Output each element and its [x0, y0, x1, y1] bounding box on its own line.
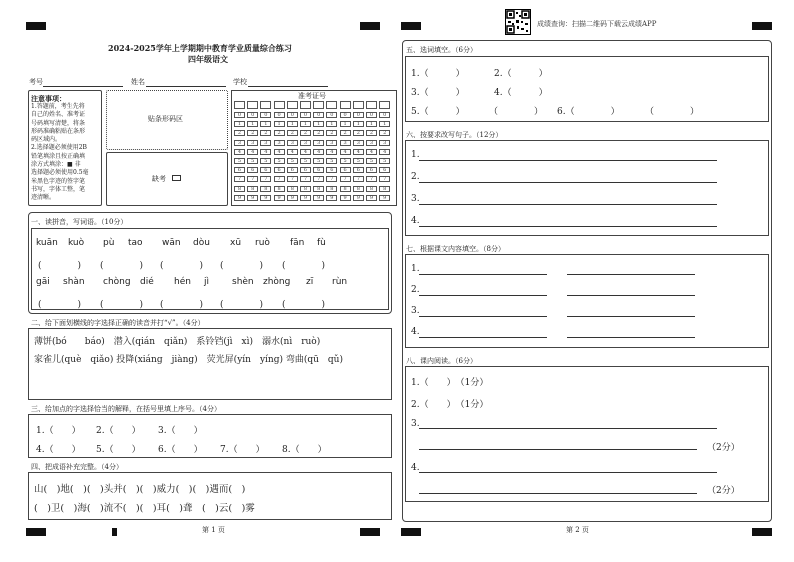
ticket-column-header [287, 101, 298, 109]
ticket-column-header [353, 101, 364, 109]
corner-mark [401, 528, 421, 536]
ticket-digit-cell[interactable]: 0 [313, 112, 324, 118]
section-6-frame [405, 140, 769, 236]
pinyin-syllable: chòng [103, 277, 131, 287]
ticket-digit-cell[interactable]: 9 [300, 195, 311, 201]
ticket-digit-cell[interactable]: 2 [260, 130, 271, 136]
answer-parentheses[interactable]: ( ) [282, 300, 326, 310]
score-note: （2分） [707, 486, 740, 496]
ticket-digit-cell[interactable]: 7 [366, 176, 377, 182]
pinyin-syllable: gāi [36, 277, 50, 287]
pinyin-syllable: dòu [193, 238, 210, 248]
ticket-digit-cell[interactable]: 8 [234, 186, 245, 192]
ticket-digit-cell[interactable]: 6 [313, 167, 324, 173]
notice-line: 书写，字体工整，笔 [31, 185, 86, 193]
section-1-title: 一、读拼音，写词语。（10分） [31, 218, 128, 226]
ticket-digit-cell[interactable]: 3 [274, 140, 285, 146]
ticket-digit-cell[interactable]: 9 [234, 195, 245, 201]
s2-line-2: 家雀儿(què qiǎo) 投降(xiáng jiàng) 荧光屏(yín yíng) 弯曲(qū qǔ) [34, 355, 343, 365]
ticket-digit-cell[interactable]: 2 [366, 130, 377, 136]
answer-line[interactable] [567, 274, 695, 275]
ticket-digit-cell[interactable]: 3 [353, 140, 364, 146]
ticket-digit-cell[interactable]: 4 [353, 149, 364, 155]
s3-item: 1.（ ） [36, 426, 81, 436]
ticket-digit-cell[interactable]: 3 [340, 140, 351, 146]
ticket-digit-cell[interactable]: 6 [353, 167, 364, 173]
ticket-digit-cell[interactable]: 8 [260, 186, 271, 192]
ticket-digit-cell[interactable]: 5 [353, 158, 364, 164]
pinyin-syllable: pù [103, 238, 115, 248]
ticket-digit-cell[interactable]: 5 [247, 158, 258, 164]
ticket-digit-cell[interactable]: 3 [260, 140, 271, 146]
ticket-digit-cell[interactable]: 9 [379, 195, 390, 201]
ticket-digit-cell[interactable]: 0 [353, 112, 364, 118]
ticket-digit-cell[interactable]: 8 [313, 186, 324, 192]
answer-line[interactable] [419, 472, 717, 473]
pinyin-syllable: shàn [63, 277, 85, 287]
ticket-digit-cell[interactable]: 1 [247, 121, 258, 127]
corner-mark [752, 528, 772, 536]
ticket-digit-cell[interactable]: 0 [260, 112, 271, 118]
section-8-title: 八、课内阅读。（6分） [406, 357, 477, 365]
answer-parentheses[interactable]: ( ) [38, 261, 82, 271]
ticket-column-header [379, 101, 390, 109]
section-6-title: 六、按要求改写句子。（12分） [406, 131, 503, 139]
page-number-2: 第 2 页 [566, 526, 589, 534]
s3-item: 4.（ ） [36, 445, 81, 455]
ticket-digit-cell[interactable]: 2 [379, 130, 390, 136]
ticket-digit-cell[interactable]: 8 [287, 186, 298, 192]
score-note: （2分） [707, 443, 740, 453]
pinyin-syllable: rùn [332, 277, 348, 287]
s6-item-number: 1. [411, 150, 420, 160]
ticket-digit-cell[interactable]: 6 [366, 167, 377, 173]
ticket-digit-cell[interactable]: 3 [313, 140, 324, 146]
pinyin-syllable: xū [230, 238, 242, 248]
ticket-digit-cell[interactable]: 0 [274, 112, 285, 118]
answer-parentheses[interactable]: ( ) [38, 300, 82, 310]
ticket-digit-cell[interactable]: 9 [287, 195, 298, 201]
name-label: 姓名 [131, 78, 145, 86]
answer-line[interactable] [567, 295, 695, 296]
ticket-digit-cell[interactable]: 6 [260, 167, 271, 173]
ticket-label: 准考证号 [298, 92, 326, 100]
ticket-digit-cell[interactable]: 0 [247, 112, 258, 118]
notice-line: 形码准确粘贴在条形 [31, 127, 86, 135]
ticket-digit-cell[interactable]: 0 [379, 112, 390, 118]
notice-line: 2.选择题必须使用2B [31, 144, 87, 152]
ticket-digit-cell[interactable]: 7 [287, 176, 298, 182]
ticket-digit-cell[interactable]: 2 [326, 130, 337, 136]
ticket-column-header [313, 101, 324, 109]
ticket-digit-cell[interactable]: 1 [340, 121, 351, 127]
ticket-digit-cell[interactable]: 5 [300, 158, 311, 164]
notice-line: 选择题必须使用0.5毫 [31, 169, 89, 177]
pinyin-syllable: tao [128, 238, 143, 248]
ticket-column-header [366, 101, 377, 109]
school-field[interactable] [248, 86, 328, 87]
s5-item: 4.（ ） [494, 88, 548, 98]
absent-label: 缺考 [152, 175, 166, 183]
exam-subtitle: 四年级语文 [188, 54, 228, 64]
ticket-digit-cell[interactable]: 4 [379, 149, 390, 155]
section-4-title: 四、把成语补充完整。（4分） [31, 463, 123, 471]
ticket-digit-cell[interactable]: 7 [313, 176, 324, 182]
ticket-digit-cell[interactable]: 0 [234, 112, 245, 118]
s5-item: 1.（ ） [411, 69, 465, 79]
corner-mark [26, 528, 46, 536]
ticket-digit-cell[interactable]: 7 [340, 176, 351, 182]
s3-item: 5.（ ） [96, 445, 141, 455]
ticket-digit-cell[interactable]: 4 [366, 149, 377, 155]
notice-line: 涂方式填涂：■ 非 [31, 161, 81, 169]
s8-item-4: 4. [411, 463, 420, 473]
ticket-column-header [234, 101, 245, 109]
name-field[interactable] [146, 86, 226, 87]
ticket-digit-cell[interactable]: 1 [313, 121, 324, 127]
answer-line[interactable] [419, 295, 547, 296]
ticket-digit-cell[interactable]: 5 [379, 158, 390, 164]
ticket-digit-cell[interactable]: 4 [247, 149, 258, 155]
ticket-column-header [247, 101, 258, 109]
ticket-digit-cell[interactable]: 1 [287, 121, 298, 127]
ticket-digit-cell[interactable]: 8 [353, 186, 364, 192]
pinyin-syllable: kuān [36, 238, 58, 248]
ticket-digit-cell[interactable]: 8 [379, 186, 390, 192]
s3-item: 3.（ ） [158, 426, 203, 436]
ticket-digit-cell[interactable]: 3 [326, 140, 337, 146]
ticket-digit-cell[interactable]: 7 [234, 176, 245, 182]
qr-hint: 成绩查询：扫描二维码下载云成绩APP [537, 20, 657, 28]
ticket-digit-cell[interactable]: 3 [234, 140, 245, 146]
ticket-digit-cell[interactable]: 5 [234, 158, 245, 164]
ticket-digit-cell[interactable]: 9 [340, 195, 351, 201]
ticket-digit-cell[interactable]: 1 [234, 121, 245, 127]
ticket-digit-cell[interactable]: 9 [366, 195, 377, 201]
ticket-digit-cell[interactable]: 3 [366, 140, 377, 146]
ticket-digit-cell[interactable]: 0 [366, 112, 377, 118]
s3-item: 2.（ ） [96, 426, 141, 436]
pinyin-syllable: kuò [68, 238, 85, 248]
ticket-digit-cell[interactable]: 1 [274, 121, 285, 127]
ticket-digit-cell[interactable]: 9 [247, 195, 258, 201]
pinyin-syllable: fān [290, 238, 305, 248]
ticket-digit-cell[interactable]: 5 [287, 158, 298, 164]
answer-line[interactable] [419, 182, 717, 183]
s6-item-number: 4. [411, 216, 420, 226]
school-label: 学校 [233, 78, 247, 86]
barcode-label: 贴条形码区 [148, 115, 183, 123]
ticket-digit-cell[interactable]: 1 [260, 121, 271, 127]
absent-box [106, 152, 228, 206]
notice-line: 自己的姓名、准考证 [31, 111, 86, 119]
ticket-digit-cell[interactable]: 4 [313, 149, 324, 155]
pinyin-syllable: dié [140, 277, 154, 287]
ticket-digit-cell[interactable]: 1 [326, 121, 337, 127]
ticket-digit-cell[interactable]: 0 [326, 112, 337, 118]
ticket-digit-cell[interactable]: 5 [326, 158, 337, 164]
ticket-digit-cell[interactable]: 5 [260, 158, 271, 164]
answer-parentheses[interactable]: ( ) [160, 300, 204, 310]
pinyin-syllable: zhòng [263, 277, 291, 287]
ticket-column-header [326, 101, 337, 109]
ticket-column-header [340, 101, 351, 109]
answer-line[interactable] [419, 226, 717, 227]
ticket-digit-cell[interactable]: 7 [353, 176, 364, 182]
ticket-digit-cell[interactable]: 1 [366, 121, 377, 127]
ticket-digit-cell[interactable]: 2 [340, 130, 351, 136]
answer-line[interactable] [419, 160, 717, 161]
ticket-digit-cell[interactable]: 1 [353, 121, 364, 127]
ticket-digit-cell[interactable]: 2 [300, 130, 311, 136]
ticket-digit-cell[interactable]: 3 [287, 140, 298, 146]
s3-item: 7.（ ） [220, 445, 265, 455]
s3-item: 6.（ ） [158, 445, 203, 455]
s4-line-2: ( )卫( )海( )流不( )( )耳( )聋 ( )云( )雾 [34, 503, 255, 514]
pinyin-syllable: ruò [255, 238, 270, 248]
ticket-column-header [274, 101, 285, 109]
ticket-digit-cell[interactable]: 8 [300, 186, 311, 192]
ticket-digit-cell[interactable]: 2 [353, 130, 364, 136]
ticket-digit-cell[interactable]: 7 [247, 176, 258, 182]
ticket-digit-cell[interactable]: 6 [340, 167, 351, 173]
notice-lines [31, 103, 101, 203]
ticket-digit-cell[interactable]: 4 [287, 149, 298, 155]
pinyin-syllable: fù [317, 238, 326, 248]
page-number-1: 第 1 页 [202, 526, 225, 534]
pinyin-syllable: hén [174, 277, 191, 287]
ticket-digit-cell[interactable]: 1 [379, 121, 390, 127]
answer-parentheses[interactable]: ( ) [160, 261, 204, 271]
ticket-digit-cell[interactable]: 1 [300, 121, 311, 127]
ticket-digit-cell[interactable]: 7 [274, 176, 285, 182]
s5-item: 6.（ ） [557, 107, 620, 117]
qr-code-icon [505, 9, 531, 35]
ticket-digit-cell[interactable]: 8 [340, 186, 351, 192]
notice-line: 铅笔填涂且按正确填 [31, 152, 86, 160]
answer-line[interactable] [419, 428, 717, 429]
ticket-digit-cell[interactable]: 8 [274, 186, 285, 192]
absent-checkbox[interactable] [172, 175, 181, 181]
ticket-digit-cell[interactable]: 4 [326, 149, 337, 155]
ticket-digit-cell[interactable]: 5 [313, 158, 324, 164]
notice-line: 1.答题前，考生先将 [31, 103, 85, 110]
exam-title: 2024-2025学年上学期期中教育学业质量综合练习 [108, 43, 292, 53]
s3-item: 8.（ ） [282, 445, 327, 455]
pinyin-syllable: zī [306, 277, 314, 287]
s5-item: 5.（ ） [411, 107, 465, 117]
ticket-digit-cell[interactable]: 5 [366, 158, 377, 164]
section-5-title: 五、选词填空。（6分） [406, 46, 477, 54]
ticket-digit-cell[interactable]: 6 [326, 167, 337, 173]
ticket-digit-cell[interactable]: 2 [287, 130, 298, 136]
corner-mark [112, 528, 117, 536]
answer-parentheses[interactable]: ( ) [100, 261, 144, 271]
ticket-digit-cell[interactable]: 9 [260, 195, 271, 201]
answer-line[interactable] [419, 204, 717, 205]
s8-item-1: 1.（ ） （1分） [411, 378, 489, 388]
ticket-digit-cell[interactable]: 7 [379, 176, 390, 182]
exam-no-field[interactable] [43, 86, 123, 87]
ticket-digit-cell[interactable]: 7 [326, 176, 337, 182]
answer-line[interactable] [567, 337, 695, 338]
notice-line: 米黑色字迹的签字笔 [31, 177, 86, 185]
ticket-digit-cell[interactable]: 4 [274, 149, 285, 155]
ticket-digit-cell[interactable]: 9 [313, 195, 324, 201]
corner-mark [401, 22, 421, 30]
answer-parentheses[interactable]: ( ) [220, 261, 264, 271]
s7-item-number: 1. [411, 264, 420, 274]
section-3-frame [28, 414, 392, 458]
corner-mark [360, 528, 380, 536]
ticket-digit-cell[interactable]: 2 [234, 130, 245, 136]
s7-item-number: 4. [411, 327, 420, 337]
notice-title: 注意事项： [31, 94, 66, 103]
ticket-digit-cell[interactable]: 0 [300, 112, 311, 118]
ticket-digit-cell[interactable]: 6 [247, 167, 258, 173]
ticket-digit-cell[interactable]: 6 [379, 167, 390, 173]
answer-parentheses[interactable]: ( ) [220, 300, 264, 310]
ticket-digit-cell[interactable]: 9 [274, 195, 285, 201]
section-7-frame [405, 254, 769, 348]
ticket-digit-cell[interactable]: 5 [340, 158, 351, 164]
notice-line: 迹清晰。 [31, 194, 56, 202]
section-2-title: 二、给下面划横线的字选择正确的读音并打“√”。（4分） [31, 319, 205, 327]
s2-line-1: 薄饼(bó báo) 潜入(qián qiǎn) 系铃铛(jì xì) 溺水(nì ruò) [34, 337, 321, 347]
ticket-digit-cell[interactable]: 2 [247, 130, 258, 136]
ticket-column-header [260, 101, 271, 109]
s5-item: 3.（ ） [411, 88, 465, 98]
s5-item: 2.（ ） [494, 69, 548, 79]
section-7-title: 七、根据课文内容填空。（8分） [406, 245, 505, 253]
ticket-digit-cell[interactable]: 6 [287, 167, 298, 173]
ticket-digit-cell[interactable]: 2 [313, 130, 324, 136]
corner-mark [26, 22, 46, 30]
ticket-digit-cell[interactable]: 3 [247, 140, 258, 146]
pinyin-syllable: shèn [232, 277, 254, 287]
answer-line[interactable] [419, 274, 547, 275]
s8-item-2: 2.（ ） （1分） [411, 400, 489, 410]
ticket-column-header [300, 101, 311, 109]
s7-item-number: 3. [411, 306, 420, 316]
ticket-digit-cell[interactable]: 3 [300, 140, 311, 146]
answer-parentheses[interactable]: ( ) [282, 261, 326, 271]
pinyin-syllable: wān [162, 238, 181, 248]
section-3-title: 三、给加点的字选择恰当的解释，在括号里填上序号。（4分） [31, 405, 221, 413]
s4-line-1: 山( )地( )( )头并( )( )威力( )( )遇而( ) [34, 484, 246, 495]
answer-line[interactable] [419, 337, 547, 338]
s6-item-number: 2. [411, 172, 420, 182]
ticket-digit-cell[interactable]: 4 [300, 149, 311, 155]
ticket-digit-cell[interactable]: 8 [247, 186, 258, 192]
s7-item-number: 2. [411, 285, 420, 295]
ticket-digit-cell[interactable]: 6 [274, 167, 285, 173]
ticket-digit-cell[interactable]: 4 [234, 149, 245, 155]
ticket-digit-cell[interactable]: 0 [287, 112, 298, 118]
ticket-digit-cell[interactable]: 6 [234, 167, 245, 173]
notice-line: 号码填写清楚，将条 [31, 119, 86, 127]
pinyin-syllable: jì [204, 277, 210, 287]
answer-line[interactable] [567, 316, 695, 317]
corner-mark [360, 22, 380, 30]
ticket-digit-cell[interactable]: 7 [260, 176, 271, 182]
s8-item-3: 3. [411, 419, 420, 429]
answer-line[interactable] [419, 449, 697, 450]
ticket-digit-cell[interactable]: 2 [274, 130, 285, 136]
ticket-digit-cell[interactable]: 5 [274, 158, 285, 164]
answer-parentheses[interactable]: ( ) [100, 300, 144, 310]
ticket-digit-cell[interactable]: 8 [366, 186, 377, 192]
ticket-digit-cell[interactable]: 4 [260, 149, 271, 155]
s5-item: （ ） [489, 107, 544, 117]
ticket-digit-cell[interactable]: 9 [326, 195, 337, 201]
section-1-inner [31, 228, 389, 310]
answer-line[interactable] [419, 316, 547, 317]
ticket-digit-cell[interactable]: 6 [300, 167, 311, 173]
s6-item-number: 3. [411, 194, 420, 204]
ticket-digit-cell[interactable]: 4 [340, 149, 351, 155]
corner-mark [752, 22, 772, 30]
notice-line: 码区域内。 [31, 136, 62, 144]
s5-item: （ ） [645, 107, 700, 117]
ticket-digit-cell[interactable]: 7 [300, 176, 311, 182]
ticket-digit-cell[interactable]: 8 [326, 186, 337, 192]
ticket-digit-cell[interactable]: 3 [379, 140, 390, 146]
ticket-digit-cell[interactable]: 0 [340, 112, 351, 118]
answer-line[interactable] [419, 493, 697, 494]
ticket-digit-cell[interactable]: 9 [353, 195, 364, 201]
exam-no-label: 考号 [29, 78, 43, 86]
